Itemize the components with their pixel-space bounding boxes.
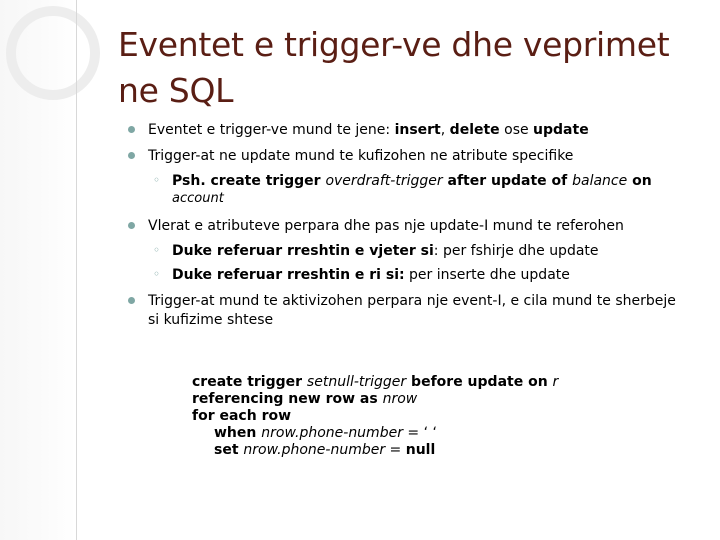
bullet-1-ose: ose bbox=[499, 122, 534, 138]
table-account: account bbox=[172, 191, 224, 206]
bullet-3-text: Vlerat e atributeve perpara dhe pas nje update-I mund te referohen bbox=[148, 218, 624, 234]
code-line-4 bbox=[192, 425, 437, 442]
sub-bullet-3-2-text bbox=[172, 266, 570, 284]
code-trigger-name: setnull-trigger bbox=[306, 374, 407, 390]
code-kw: set bbox=[214, 442, 244, 458]
sub-bullet-3-1-text bbox=[172, 242, 599, 260]
code-null: null bbox=[405, 442, 436, 458]
code-line-3 bbox=[192, 408, 291, 425]
code-kw: create trigger bbox=[192, 374, 307, 390]
code-line-2 bbox=[192, 391, 417, 408]
sub-3-1-rest: : per fshirje dhe update bbox=[433, 243, 599, 259]
decorative-ring bbox=[6, 6, 100, 100]
sub-bullet-marker: ◦ bbox=[153, 243, 161, 257]
code-expr: nrow.phone-number bbox=[243, 442, 386, 458]
sub-bullet-marker: ◦ bbox=[153, 173, 161, 187]
bullet-icon bbox=[128, 126, 135, 133]
trigger-name: overdraft-trigger bbox=[325, 173, 443, 189]
sub-bullet-marker: ◦ bbox=[153, 267, 161, 281]
bullet-1-prefix: Eventet e trigger-ve mund te jene: bbox=[148, 122, 395, 138]
sub-3-2-bold: Duke referuar rreshtin e ri si: bbox=[172, 267, 405, 283]
bullet-icon bbox=[128, 297, 135, 304]
slide-title-line-2: ne SQL bbox=[118, 71, 234, 110]
code-table-name: r bbox=[552, 374, 559, 390]
keyword-update: update bbox=[533, 122, 589, 138]
code-eq: = bbox=[385, 442, 406, 458]
bullet-1-comma: , bbox=[440, 122, 450, 138]
keyword-insert: insert bbox=[394, 122, 441, 138]
code-alias: nrow bbox=[382, 391, 418, 407]
attribute-balance: balance bbox=[572, 173, 628, 189]
sub-bullet-2-1-text bbox=[172, 172, 652, 190]
bullet-4-line-2: si kufizime shtese bbox=[148, 312, 274, 328]
bullet-icon bbox=[128, 222, 135, 229]
code-line-5 bbox=[192, 442, 435, 459]
bullet-4-line-1: Trigger-at mund te aktivizohen perpara nje event-I, e cila mund te sherbeje bbox=[148, 293, 676, 309]
code-kw: when bbox=[214, 425, 262, 441]
code-eq: = ‘ ‘ bbox=[402, 425, 437, 441]
bullet-1-text bbox=[148, 121, 708, 139]
sub-3-1-bold: Duke referuar rreshtin e vjeter si bbox=[172, 243, 434, 259]
slide-title bbox=[118, 22, 698, 114]
divider-line bbox=[76, 0, 77, 540]
code-kw: before update on bbox=[406, 374, 553, 390]
sub-3-2-rest: per inserte dhe update bbox=[404, 267, 570, 283]
bullet-2-text: Trigger-at ne update mund te kufizohen ne atribute specifike bbox=[148, 148, 574, 164]
code-kw: referencing new row as bbox=[192, 391, 383, 407]
bullet-icon bbox=[128, 152, 135, 159]
sub-after-update: after update of bbox=[442, 173, 573, 189]
sub-on: on bbox=[627, 173, 652, 189]
code-expr: nrow.phone-number bbox=[261, 425, 403, 441]
sub-psh: Psh. create trigger bbox=[172, 173, 326, 189]
sub-bullet-2-1-cont bbox=[172, 190, 224, 208]
code-line-1 bbox=[192, 374, 558, 391]
keyword-delete: delete bbox=[449, 122, 500, 138]
slide-title-line-1: Eventet e trigger-ve dhe veprimet bbox=[118, 25, 670, 64]
code-kw: for each row bbox=[192, 408, 292, 424]
